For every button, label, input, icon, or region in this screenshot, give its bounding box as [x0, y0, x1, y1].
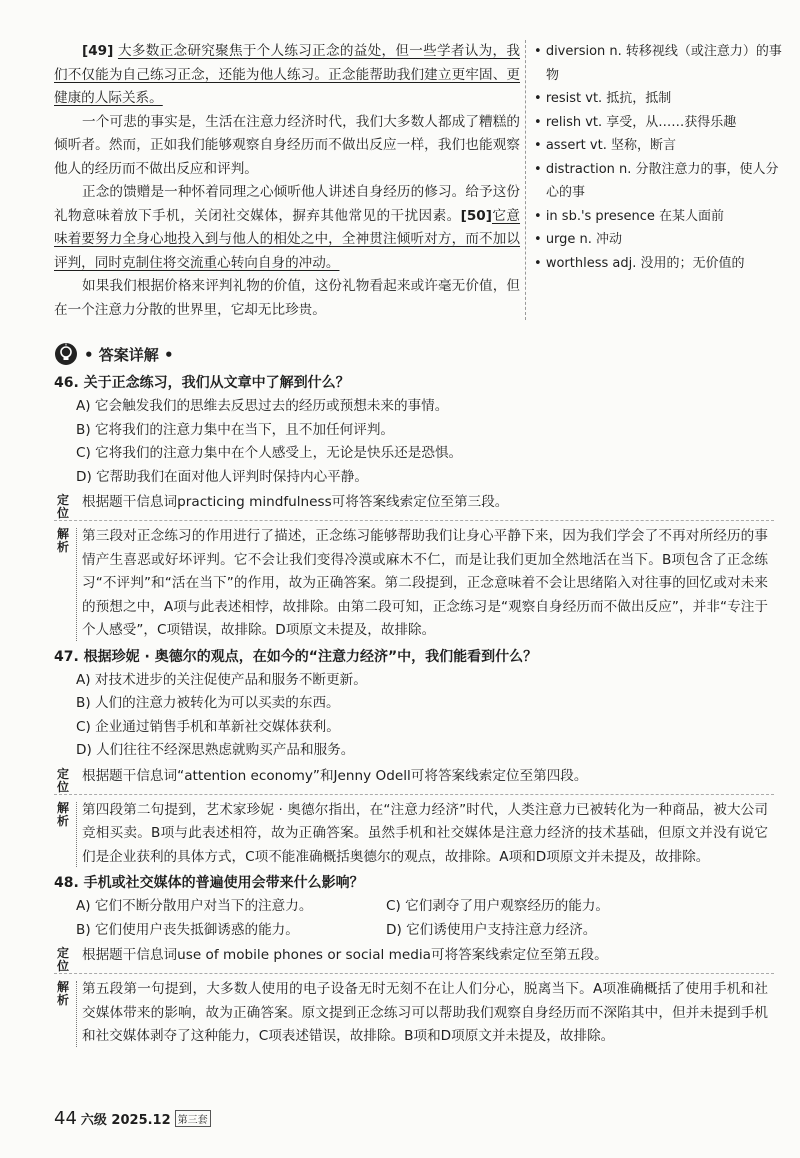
analysis-label: 解析: [56, 800, 69, 828]
question-46: [54, 371, 774, 643]
analysis-block: [54, 978, 774, 1049]
passage-p3: [54, 181, 520, 275]
question-title: 46. 关于正念练习，我们从文章中了解到什么？: [54, 375, 350, 391]
vocab-item: • worthless adj. 没用的；无价值的: [534, 255, 745, 271]
question-48: [54, 871, 774, 1049]
column-divider: [525, 40, 526, 320]
question-title: 47. 根据珍妮 · 奥德尔的观点，在如今的“注意力经济”中，我们能看到什么？: [54, 648, 538, 665]
page-number: 44: [54, 1108, 77, 1129]
option: A) 它会触发我们的思维去反思过去的经历或预想未来的事情。: [76, 398, 449, 414]
option: C) 它将我们的注意力集中在个人感受上，无论是快乐还是恐惧。: [76, 445, 463, 461]
locate-block: [54, 491, 774, 521]
passage-excerpt: [54, 40, 520, 322]
option: D) 它帮助我们在面对他人评判时保持内心平静。: [76, 468, 368, 485]
question-title: 48. 手机或社交媒体的普遍使用会带来什么影响？: [54, 875, 364, 891]
question-47: [54, 645, 774, 870]
analysis-text: 第四段第二句提到，艺术家珍妮 · 奥德尔指出，在“注意力经济”时代，人类注意力已被转化为一种商品，被大公司竞相买卖。B项与此表述相符，故为正确答案。虽然手机和社交媒体是注意力经济的技术基础，但原文并没有说它们是企业获利的具体方式，C项不能准确概括奥德尔的观点，故排除。A项和D项原文并未提及，故排除。: [82, 801, 768, 865]
analysis-label: 解析: [56, 527, 69, 554]
option: A) 对技术进步的关注促使产品和服务不断更新。: [76, 671, 367, 688]
option: C) 它们剥夺了用户观察经历的能力。: [386, 898, 610, 914]
option: A) 它们不断分散用户对当下的注意力。: [76, 898, 313, 914]
locate-label: 定位: [56, 766, 69, 794]
option: B) 它们使用户丧失抵御诱惑的能力。: [76, 921, 299, 938]
locate-label: 定位: [56, 493, 69, 520]
passage-p4: 如果我们根据价格来评判礼物的价值，这份礼物看起来或许毫无价值，但在一个注意力分散的世界里，它却无比珍贵。: [54, 278, 520, 318]
vocab-item: • distraction n. 分散注意力的事，使人分心的事: [534, 161, 779, 200]
footer-set-box: 第三套: [175, 1110, 211, 1127]
analysis-label: 解析: [56, 980, 69, 1007]
vocab-item: • resist vt. 抵抗，抵制: [534, 91, 672, 106]
section-heading: [54, 341, 174, 367]
passage-p3-text-b: 它意味着要努力全身心地投入到与他人的相处之中，全神贯注倾听对方，而不加以评判，同时克制住将交流重心转向自身的冲动。: [54, 207, 521, 271]
para-number-49: [49]: [82, 43, 114, 59]
passage-p2: 一个可悲的事实是，生活在注意力经济时代，我们大多数人都成了糟糕的倾听者。然而，正如我们能够观察自身经历而不做出反应一样，我们也能观察他人的经历而不做出反应和评判。: [54, 113, 520, 177]
vocab-item: • relish vt. 享受，从……获得乐趣: [534, 114, 737, 130]
locate-text: 根据题干信息词practicing mindfulness可将答案线索定位至第三段。: [82, 494, 509, 510]
vocab-item: • assert vt. 坚称，断言: [534, 138, 676, 153]
locate-block: [54, 944, 774, 974]
option-row: [54, 919, 774, 943]
answer-explanations: [54, 371, 774, 1049]
passage-p1-text: 大多数正念研究聚焦于个人练习正念的益处，但一些学者认为，我们不仅能为自己练习正念，还能为他人练习。正念能帮助我们建立更牢固、更健康的人际关系。: [54, 43, 520, 106]
locate-text: 根据题干信息词use of mobile phones or social media可将答案线索定位至第五段。: [82, 947, 608, 963]
option: B) 人们的注意力被转化为可以买卖的东西。: [76, 695, 340, 711]
vocab-list: [534, 40, 784, 275]
analysis-text: 第五段第一句提到，大多数人使用的电子设备无时无刻不在让人们分心，脱离当下。A项准确概括了使用手机和社交媒体带来的影响，故为正确答案。原文提到正念练习可以帮助我们观察自身经历而不深陷其中，但并未提到手机和社交媒体剥夺了这种能力，C项表述错误，故排除。B项和D项原文并未提及，故排除。: [82, 981, 768, 1044]
vocab-item: • urge n. 冲动: [534, 232, 623, 247]
option-row: [54, 895, 774, 919]
locate-block: [54, 765, 774, 795]
option: D) 人们往往不经深思熟虑就购买产品和服务。: [76, 742, 355, 758]
lightbulb-icon: [54, 342, 78, 366]
page-footer: [54, 1108, 211, 1129]
locate-text: 根据题干信息词“attention economy”和Jenny Odell可将答案线索定位至第四段。: [82, 767, 588, 784]
passage-p3-text-a: 正念的馈赠是一种怀着同理之心倾听他人讲述自身经历的修习。给予这份礼物意味着放下手机，关闭社交媒体，摒弃其他常见的干扰因素。: [54, 184, 520, 224]
section-title: • 答案详解 •: [84, 345, 174, 364]
locate-label: 定位: [56, 946, 69, 973]
analysis-block: [54, 525, 774, 643]
footer-label: 六级 2025.12: [80, 1113, 171, 1128]
vocab-item: • in sb.'s presence 在某人面前: [534, 208, 725, 224]
analysis-block: [54, 799, 774, 870]
option: D) 它们诱使用户支持注意力经济。: [386, 921, 597, 938]
passage-p1: [54, 40, 520, 111]
para-number-50: [50]: [460, 207, 492, 224]
option: C) 企业通过销售手机和革新社交媒体获利。: [76, 718, 340, 735]
option: B) 它将我们的注意力集中在当下，且不加任何评判。: [76, 421, 395, 438]
vocab-item: • diversion n. 转移视线（或注意力）的事物: [534, 44, 782, 83]
analysis-text: 第三段对正念练习的作用进行了描述，正念练习能够帮助我们让身心平静下来，因为我们学会了不再对所经历的事情产生喜恶或好坏评判。它不会让我们变得冷漠或麻木不仁，而是让我们更加全然地活在当下。B项包含了正念练习“不评判”和“活在当下”的作用，故为正确答案。第二段提到，正念意味着不会让思绪陷入对往事的回忆或对未来的预想之中，A项与此表述相悖，故排除。由第二段可知，正念练习是“观察自身经历而不做出反应”，并非“专注于个人感受”，C项错误，故排除。D项原文未提及，故排除。: [82, 528, 768, 638]
